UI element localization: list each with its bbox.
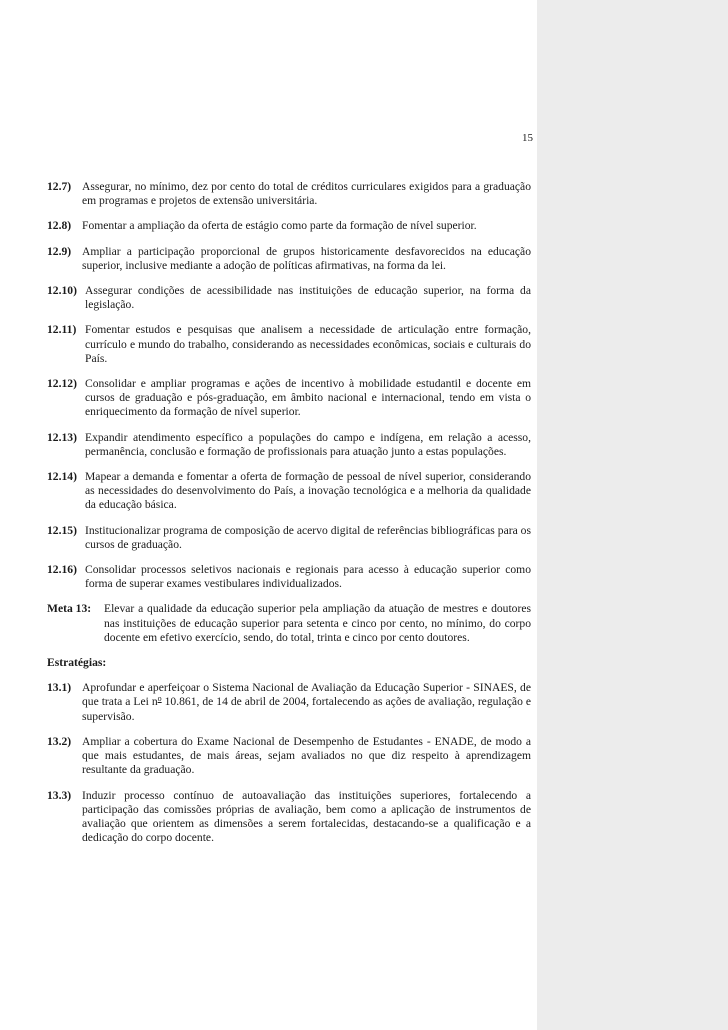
item-text: Assegurar, no mínimo, dez por cento do total de créditos curriculares exigidos para a graduação em programas e projetos de extensão universitária. bbox=[82, 180, 531, 208]
item-label: 13.2) bbox=[47, 734, 72, 748]
meta-label: Meta 13: bbox=[47, 602, 92, 616]
strategy-12-7 bbox=[47, 180, 531, 208]
item-label: 12.14) bbox=[47, 470, 77, 484]
item-text-after: 10.861, de 14 de abril de 2004, fortalecendo as ações de avaliação, regulação e supervisão. bbox=[82, 695, 531, 723]
strategy-12-10 bbox=[47, 284, 531, 312]
item-label: 12.9) bbox=[47, 244, 72, 258]
meta-text: Elevar a qualidade da educação superior pela ampliação da atuação de mestres e doutores nas instituições de educação superior para setenta e cinco por cento, no mínimo, do corpo docente em efetivo exercício, sendo, do total, trinta e cinco por cento doutores. bbox=[104, 602, 531, 644]
item-text: Expandir atendimento específico a populações do campo e indígena, em relação a acesso, permanência, conclusão e formação de profissionais para atuação junto a estas populações. bbox=[85, 430, 531, 458]
strategy-12-8 bbox=[47, 219, 531, 233]
item-text-before: Aprofundar e aperfeiçoar o Sistema Nacional de Avaliação da Educação Superior - SINAES, de que trata a Lei n bbox=[82, 681, 531, 709]
strategy-12-13 bbox=[47, 431, 531, 459]
item-label: 12.7) bbox=[47, 180, 72, 193]
item-label: 12.13) bbox=[47, 430, 77, 444]
strategy-12-15 bbox=[47, 524, 531, 552]
item-text: Consolidar processos seletivos nacionais e regionais para acesso à educação superior como forma de superar exames vestibulares individualizados. bbox=[85, 563, 531, 591]
item-label: 12.16) bbox=[47, 563, 77, 577]
strategy-12-11 bbox=[47, 323, 531, 366]
item-text: Ampliar a participação proporcional de grupos historicamente desfavorecidos na educação superior, inclusive mediante a adoção de políticas afirmativas, na forma da lei. bbox=[82, 244, 531, 272]
strategy-12-12 bbox=[47, 377, 531, 420]
item-text: Induzir processo contínuo de autoavaliação das instituições superiores, fortalecendo a participação das comissões próprias de avaliação, bem como a aplicação de instrumentos de avaliação que orientem as dimensões a serem fortalecidas, destacando-se a qualificação e a dedicação do corpo docente. bbox=[82, 788, 531, 845]
strategies-heading: Estratégias: bbox=[47, 656, 107, 670]
item-text: Assegurar condições de acessibilidade nas instituições de educação superior, na forma da legislação. bbox=[85, 284, 531, 312]
meta-13 bbox=[47, 602, 531, 645]
strategy-13-1 bbox=[47, 681, 531, 724]
item-text: Institucionalizar programa de composição de acervo digital de referências bibliográficas para os cursos de graduação. bbox=[85, 523, 531, 551]
item-label: 13.3) bbox=[47, 788, 72, 802]
ordinal-superscript: o bbox=[157, 694, 162, 704]
item-label: 12.15) bbox=[47, 523, 77, 537]
item-text: Mapear a demanda e fomentar a oferta de formação de pessoal de nível superior, considerando as necessidades do desenvolvimento do País, a inovação tecnológica e a melhoria da qualidade da educação básica. bbox=[85, 470, 531, 512]
item-label: 12.10) bbox=[47, 284, 77, 298]
item-label: 12.12) bbox=[47, 377, 77, 391]
item-text bbox=[82, 681, 531, 724]
strategy-13-3 bbox=[47, 789, 531, 846]
item-text: Fomentar estudos e pesquisas que analisem a necessidade de articulação entre formação, currículo e mundo do trabalho, considerando as necessidades econômicas, sociais e culturais do País. bbox=[85, 323, 531, 365]
comment-margin-pane bbox=[537, 0, 728, 1030]
page-number: 15 bbox=[522, 132, 533, 144]
strategy-12-9 bbox=[47, 245, 531, 273]
item-label: 13.1) bbox=[47, 681, 72, 695]
item-text: Consolidar e ampliar programas e ações de incentivo à mobilidade estudantil e docente em cursos de graduação e pós-graduação, em âmbito nacional e internacional, tendo em vista o enriquecimento da formação de nível superior. bbox=[85, 377, 531, 419]
item-text: Fomentar a ampliação da oferta de estágio como parte da formação de nível superior. bbox=[82, 219, 477, 233]
strategy-13-2 bbox=[47, 735, 531, 778]
item-text: Ampliar a cobertura do Exame Nacional de Desempenho de Estudantes - ENADE, de modo a que mais estudantes, de mais áreas, sejam avaliados no que diz respeito à aprendizagem resultante da graduação. bbox=[82, 734, 531, 777]
strategy-12-14 bbox=[47, 470, 531, 513]
document-body bbox=[47, 180, 531, 856]
item-label: 12.11) bbox=[47, 323, 77, 337]
strategy-12-16 bbox=[47, 563, 531, 591]
item-label: 12.8) bbox=[47, 219, 72, 233]
